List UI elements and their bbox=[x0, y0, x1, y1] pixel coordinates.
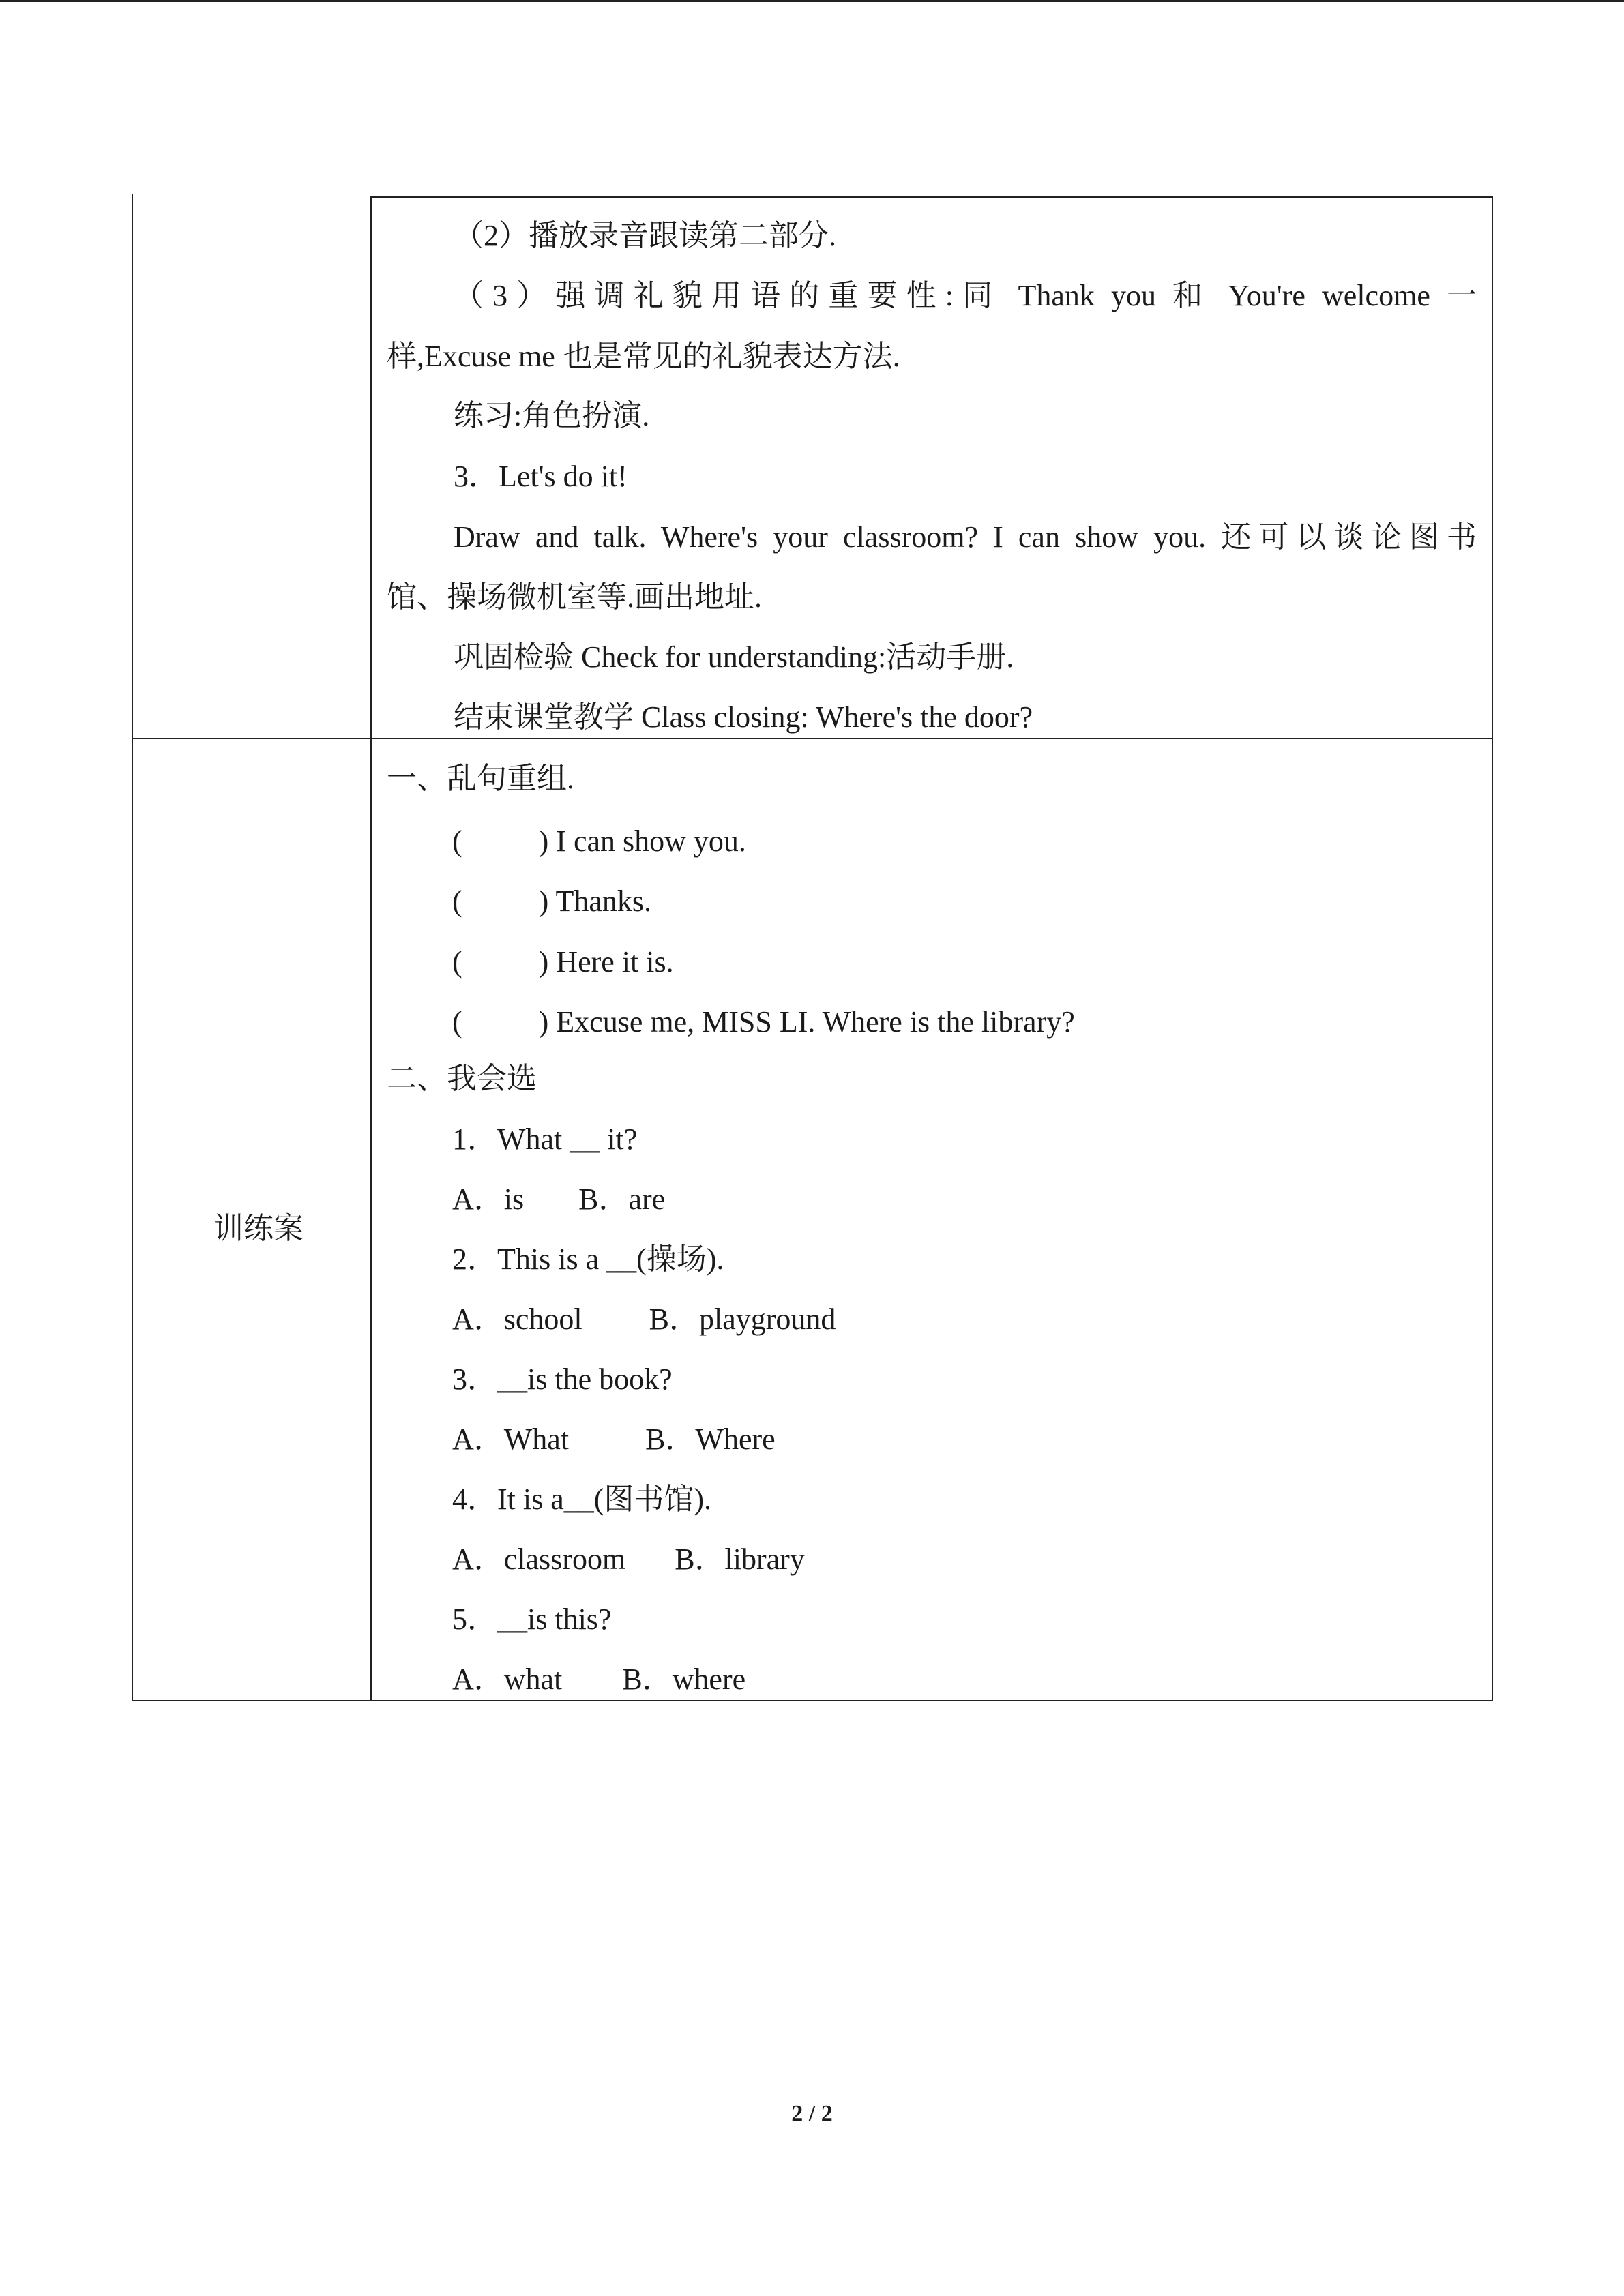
table-left-border bbox=[132, 194, 133, 1701]
question: 1．What __ it? bbox=[452, 1122, 638, 1156]
table-right-border bbox=[1492, 196, 1493, 1701]
teaching-line: 巩固检验 Check for understanding:活动手册. bbox=[454, 640, 1014, 674]
paren-open: ( bbox=[452, 945, 462, 979]
teaching-line: 结束课堂教学 Class closing: Where's the door? bbox=[454, 700, 1033, 734]
question: 4．It is a__(图书馆). bbox=[452, 1482, 712, 1516]
paren-open: ( bbox=[452, 1005, 462, 1039]
reorder-item-text: ) Excuse me, MISS LI. Where is the library? bbox=[538, 1005, 1075, 1039]
part1-heading: 一、乱句重组. bbox=[387, 762, 574, 795]
option-b: B．where bbox=[622, 1663, 746, 1696]
page-number: 2 / 2 bbox=[791, 2101, 833, 2126]
option-b: B．Where bbox=[645, 1422, 776, 1456]
option-a: A．what bbox=[452, 1663, 563, 1696]
reorder-item bbox=[452, 882, 651, 921]
option-a: A．classroom bbox=[452, 1542, 626, 1576]
paren-open: ( bbox=[452, 884, 462, 918]
question-options bbox=[452, 1420, 776, 1459]
question-options bbox=[452, 1300, 836, 1339]
reorder-item-text: ) Thanks. bbox=[538, 884, 652, 918]
question-options bbox=[452, 1180, 665, 1219]
option-b: B．are bbox=[578, 1182, 666, 1216]
part2-heading: 二、我会选 bbox=[387, 1062, 537, 1095]
page-top-border bbox=[0, 0, 1624, 2]
question-options bbox=[452, 1660, 745, 1699]
teaching-line: Draw and talk. Where's your classroom? I can show you. 还可以谈论图书 bbox=[454, 520, 1477, 554]
table-bottom-border bbox=[132, 1700, 1493, 1701]
question: 3．__is the book? bbox=[452, 1362, 673, 1396]
option-a: A．school bbox=[452, 1302, 582, 1336]
table-column-divider bbox=[370, 196, 372, 1701]
paren-open: ( bbox=[452, 824, 462, 858]
option-b: B．playground bbox=[649, 1302, 836, 1336]
option-a: A．is bbox=[452, 1182, 525, 1216]
teaching-line: 馆、操场微机室等.画出地址. bbox=[387, 580, 762, 614]
question-options bbox=[452, 1540, 805, 1579]
teaching-line: 3．Let's do it! bbox=[454, 460, 628, 493]
teaching-line: 样,Excuse me 也是常见的礼貌表达方法. bbox=[387, 340, 900, 373]
reorder-item-text: ) Here it is. bbox=[538, 945, 674, 979]
table-row-divider bbox=[132, 738, 1493, 739]
question: 2．This is a __(操场). bbox=[452, 1242, 724, 1276]
option-a: A．What bbox=[452, 1422, 570, 1456]
teaching-line: （3）强调礼貌用语的重要性:同 Thank you 和 You're welcome 一 bbox=[454, 279, 1477, 312]
reorder-item bbox=[452, 822, 746, 861]
teaching-line: 练习:角色扮演. bbox=[454, 399, 650, 432]
reorder-item-text: ) I can show you. bbox=[538, 824, 746, 858]
question: 5．__is this? bbox=[452, 1602, 612, 1636]
reorder-item bbox=[452, 943, 674, 981]
option-b: B．library bbox=[675, 1542, 805, 1576]
reorder-item bbox=[452, 1003, 1075, 1041]
table-top-border bbox=[370, 196, 1493, 198]
training-section-label: 训练案 bbox=[213, 1212, 304, 1245]
teaching-line: （2）播放录音跟读第二部分. bbox=[454, 219, 836, 252]
